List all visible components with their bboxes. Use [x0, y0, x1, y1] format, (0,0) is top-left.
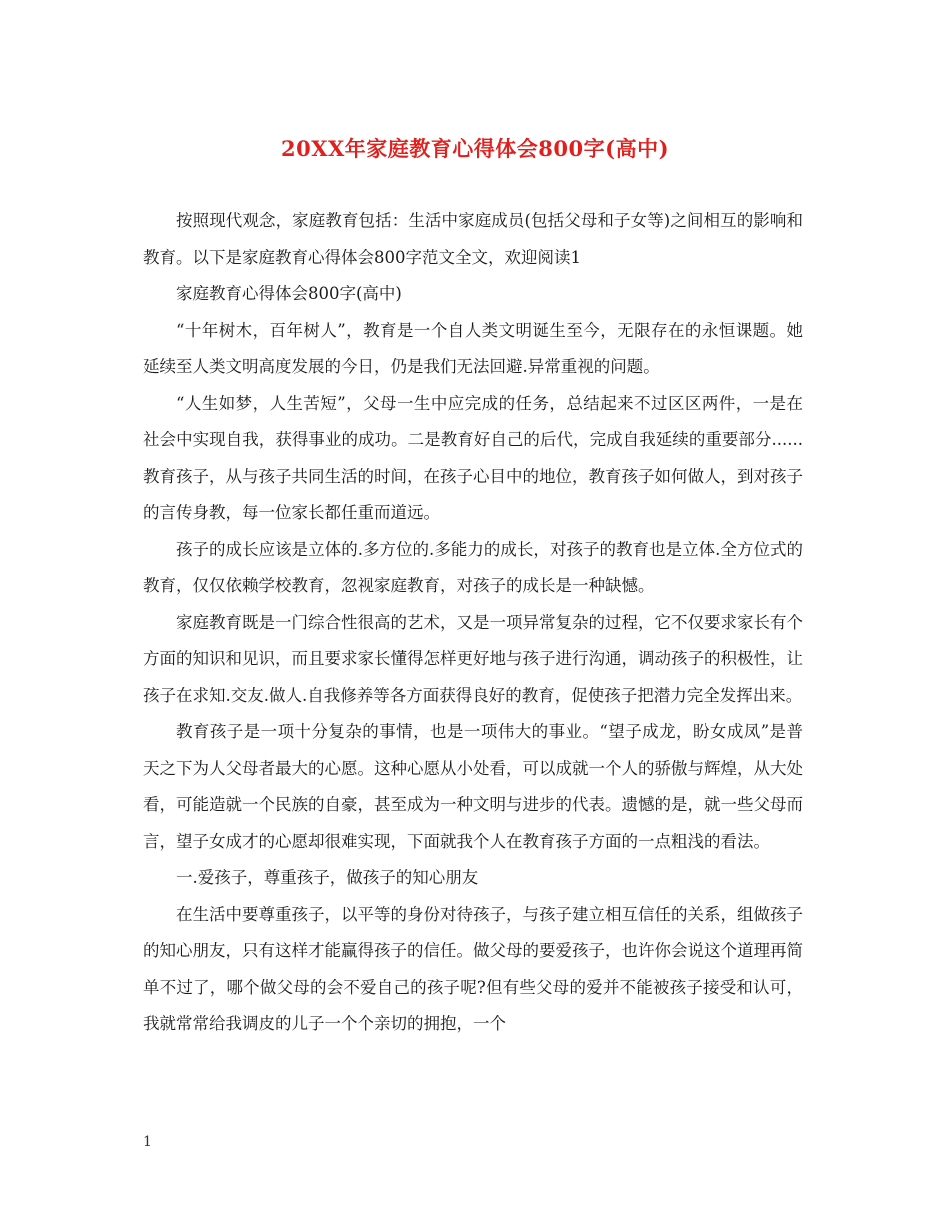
body-paragraph: “十年树木，百年树人”，教育是一个自人类文明诞生至今，无限存在的永恒课题。她延续至人类文明高度发展的今日，仍是我们无法回避.异常重视的问题。: [143, 320, 803, 376]
body-paragraph: 孩子的成长应该是立体的.多方位的.多能力的成长，对孩子的教育也是立体.全方位式的教育，仅仅依赖学校教育，忽视家庭教育，对孩子的成长是一种缺憾。: [143, 539, 803, 595]
subsection-heading: 一.爱孩子，尊重孩子，做孩子的知心朋友: [176, 868, 479, 887]
document-body: [143, 203, 803, 1043]
body-paragraph: 家庭教育既是一门综合性很高的艺术，又是一项异常复杂的过程，它不仅要求家长有个方面的知识和见识，而且要求家长懂得怎样更好地与孩子进行沟通，调动孩子的积极性，让孩子在求知.交友.做人.自我修养等各方面获得良好的教育，促使孩子把潜力完全发挥出来。: [143, 612, 803, 705]
page-number: 1: [143, 1134, 152, 1150]
intro-paragraph: 按照现代观念，家庭教育包括：生活中家庭成员(包括父母和子女等)之间相互的影响和教育。以下是家庭教育心得体会800字范文全文，欢迎阅读1: [143, 211, 803, 267]
body-paragraph: 在生活中要尊重孩子，以平等的身份对待孩子，与孩子建立相互信任的关系，组做孩子的知心朋友，只有这样才能赢得孩子的信任。做父母的要爱孩子，也许你会说这个道理再简单不过了，哪个做父母的会不爱自己的孩子呢?但有些父母的爱并不能被孩子接受和认可，我就常常给我调皮的儿子一个个亲切的拥抱，一个: [143, 904, 803, 1033]
section-heading: 家庭教育心得体会800字(高中): [176, 284, 402, 303]
body-paragraph: “人生如梦，人生苦短”，父母一生中应完成的任务，总结起来不过区区两件，一是在社会中实现自我，获得事业的成功。二是教育好自己的后代，完成自我延续的重要部分......教育孩子，从与孩子共同生活的时间，在孩子心目中的地位，教育孩子如何做人，到对孩子的言传身教，每一位家长都任重而道远。: [143, 393, 803, 522]
document-title: 20XX年家庭教育心得体会800字(高中): [280, 136, 670, 161]
body-paragraph: 教育孩子是一项十分复杂的事情，也是一项伟大的事业。“望子成龙，盼女成凤”是普天之下为人父母者最大的心愿。这种心愿从小处看，可以成就一个人的骄傲与辉煌，从大处看，可能造就一个民族的自豪，甚至成为一种文明与进步的代表。遗憾的是，就一些父母而言，望子女成才的心愿却很难实现，下面就我个人在教育孩子方面的一点粗浅的看法。: [143, 722, 803, 851]
